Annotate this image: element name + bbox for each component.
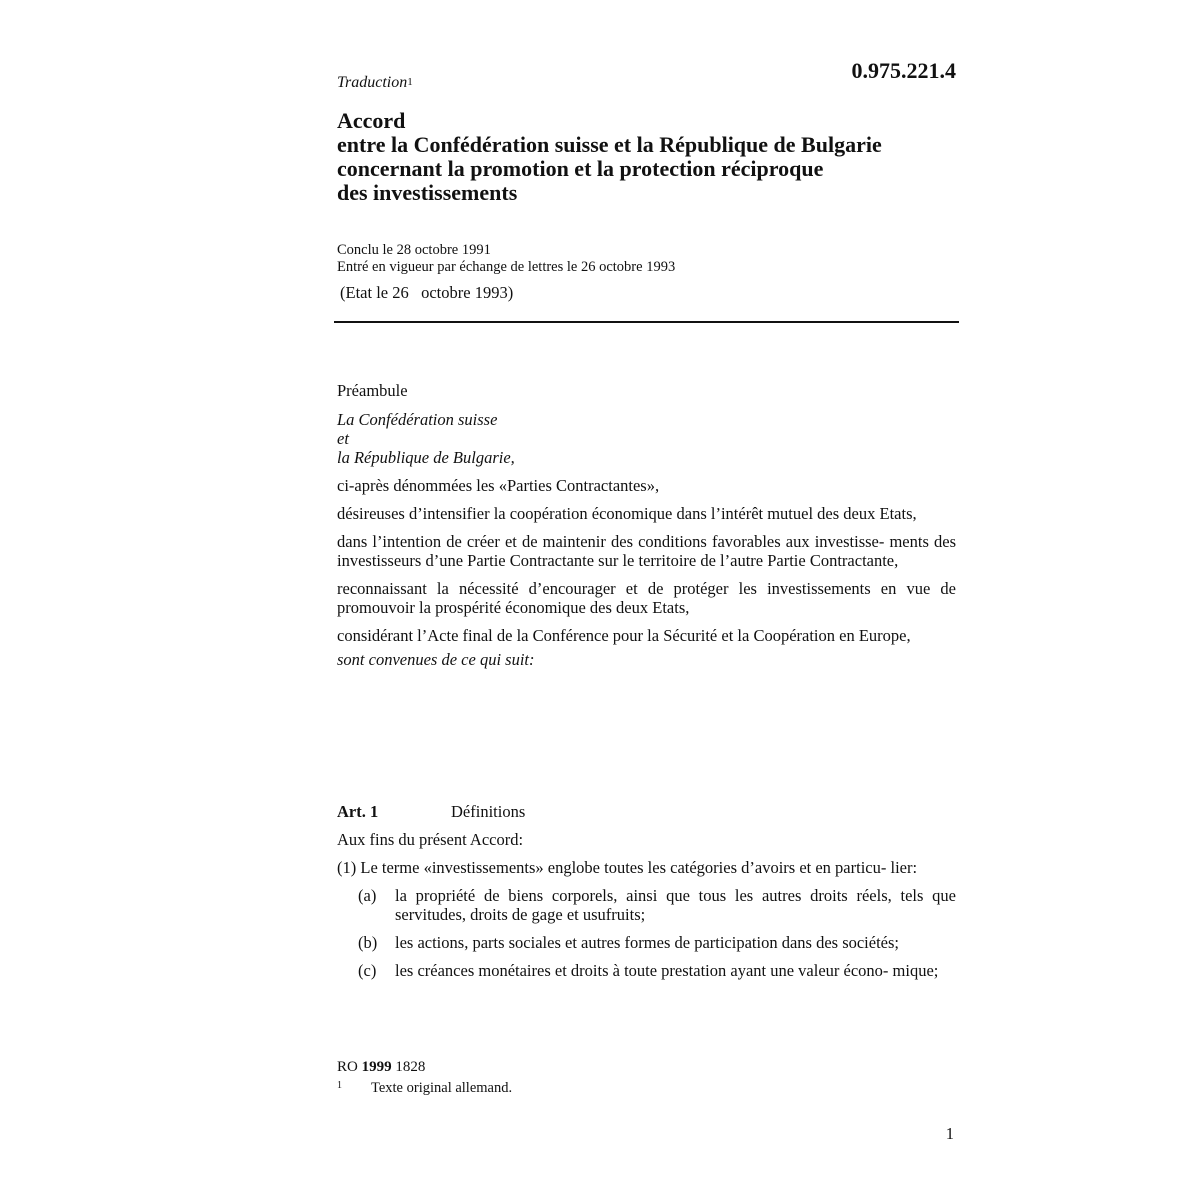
footnote (337, 1080, 512, 1097)
footnote-ref: 1 (407, 76, 413, 88)
preamble (337, 381, 956, 669)
item-label: (c) (358, 961, 377, 980)
preamble-paragraph: ci-après dénommées les «Parties Contractantes», (337, 476, 660, 495)
title-line: concernant la promotion et la protection réciproque (337, 156, 824, 181)
header-divider (334, 321, 959, 323)
article-title: Définitions (451, 802, 526, 821)
translation-label (337, 74, 413, 92)
page-number: 1 (945, 1124, 954, 1143)
entry-into-force: Entré en vigueur par échange de lettres le 26 octobre 1993 (337, 259, 676, 275)
article-heading (337, 802, 956, 822)
item-text: les actions, parts sociales et autres formes de participation dans des sociétés; (395, 933, 900, 952)
preamble-heading: Préambule (337, 381, 408, 400)
list-item (337, 961, 956, 980)
article-item-list (337, 886, 956, 980)
translation-text: Traduction (337, 74, 408, 91)
party-2: la République de Bulgarie, (337, 448, 515, 467)
footnote-text: Texte original allemand. (371, 1080, 513, 1096)
conjunction: et (337, 429, 349, 448)
preamble-paragraph: considérant l’Acte final de la Conférence pour la Sécurité et la Coopération en Europe, (337, 626, 911, 645)
article-paragraph: (1) Le terme «investissements» englobe toutes les catégories d’avoirs et en particu- lier: (337, 858, 918, 877)
footnote-number: 1 (337, 1080, 342, 1091)
list-item (337, 886, 956, 924)
sr-number: 0.975.221.4 (851, 58, 956, 83)
title-line: des investissements (337, 180, 518, 205)
item-text: la propriété de biens corporels, ainsi que tous les autres droits réels, tels que servitudes, droits de gage et usufruits; (395, 886, 956, 924)
document-meta (337, 242, 956, 276)
title-line: entre la Confédération suisse et la République de Bulgarie (337, 132, 882, 157)
item-label: (a) (358, 886, 377, 905)
list-item (337, 933, 956, 952)
article-intro: Aux fins du présent Accord: (337, 830, 524, 849)
party-1: La Confédération suisse (337, 410, 498, 429)
article-body (337, 830, 956, 989)
preamble-paragraph: reconnaissant la nécessité d’encourager et de protéger les investissements en vue de promouvoir la prospérité économique des deux Etats, (337, 579, 956, 617)
preamble-paragraph: dans l’intention de créer et de maintenir des conditions favorables aux investisse- ments des investisseurs d’une Partie Contractante sur le territoire de l’autre Partie Contractante, (337, 532, 956, 570)
status-date: (Etat le 26 octobre 1993) (340, 283, 514, 302)
preamble-closing: sont convenues de ce qui suit: (337, 650, 535, 669)
preamble-paragraph: désireuses d’intensifier la coopération économique dans l’intérêt mutuel des deux Etats, (337, 504, 917, 523)
item-text: les créances monétaires et droits à toute prestation ayant une valeur écono- mique; (395, 961, 939, 980)
official-compilation-ref: RO 1999 1828 (337, 1059, 426, 1075)
title-line: Accord (337, 108, 406, 133)
item-label: (b) (358, 933, 378, 952)
document-title (337, 109, 956, 205)
article-number: Art. 1 (337, 802, 379, 821)
concluded-date: Conclu le 28 octobre 1991 (337, 242, 491, 258)
